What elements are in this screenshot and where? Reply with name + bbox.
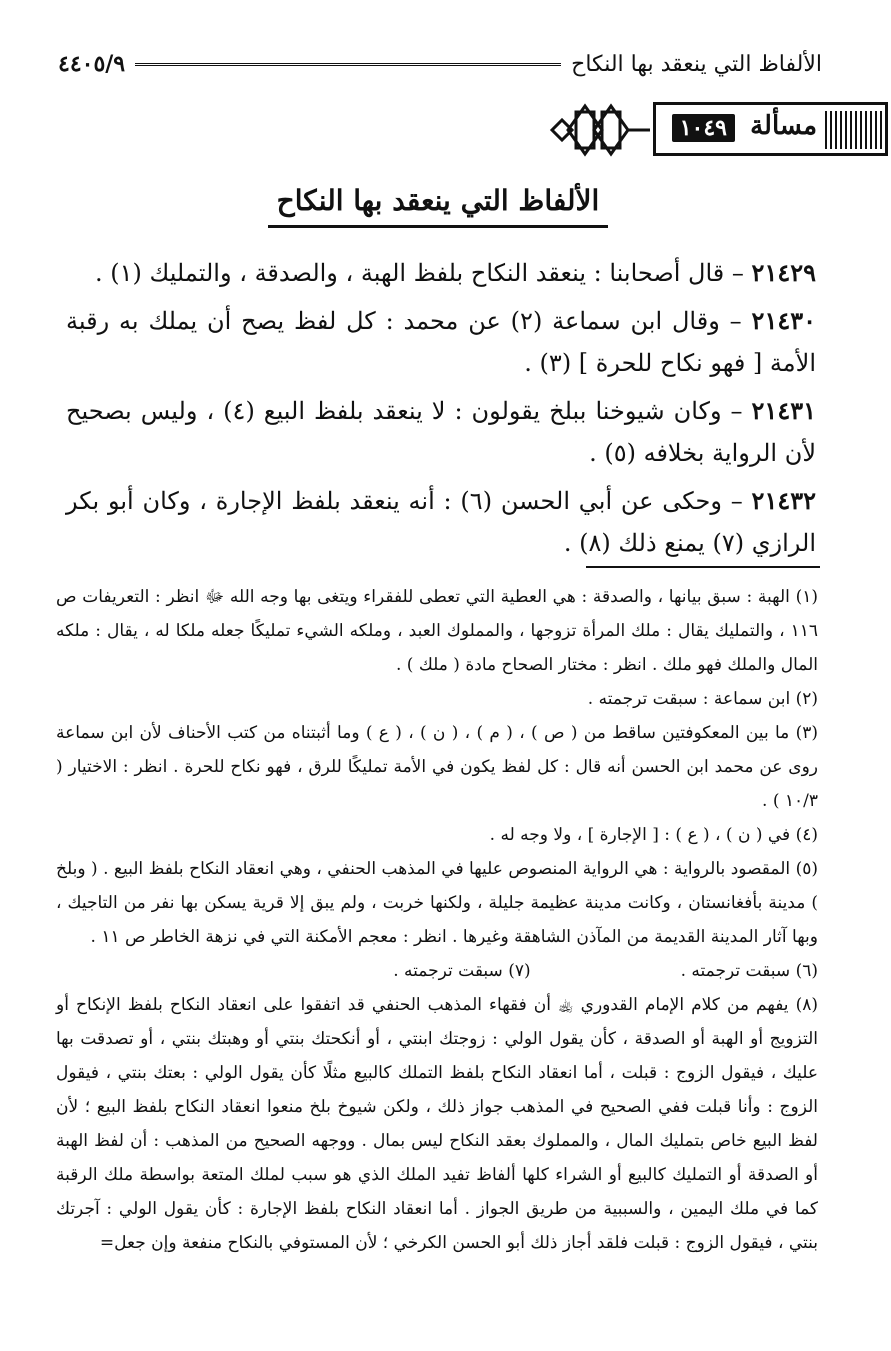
- paragraph: [66, 480, 816, 564]
- paragraph-number: ٢١٤٢٩: [751, 258, 816, 287]
- paragraph: [66, 300, 816, 384]
- issue-number: ١٠٤٩: [672, 114, 735, 142]
- paragraph-text: – وحكى عن أبي الحسن (٦) : أنه ينعقد بلفظ الإجارة ، وكان أبو بكر الرازي (٧) يمنع ذلك (٨) .: [66, 487, 816, 557]
- footnote-4: (٤) في ( ن ) ، ( ع ) : [ الإجارة ] ، ولا وجه له .: [489, 825, 818, 845]
- paragraph: [66, 252, 816, 294]
- footnote-7: (٧) سبقت ترجمته .: [393, 961, 531, 981]
- footnotes: [56, 580, 818, 1260]
- issue-banner: [548, 102, 888, 158]
- paragraph-number: ٢١٤٣٠: [751, 306, 816, 335]
- footnote-1: (١) الهبة : سبق بيانها ، والصدقة : هي العطية التي تعطى للفقراء ويتغى بها وجه الله ﷻ انظر : التعريفات ص ١١٦ ، والتمليك يقال : ملك المرأة تزوجها ، والمملوك العبد ، وملكه الشيء تمليكًا جعله ملكا له ، يقال : ملكه المال والملك فهو ملك . انظر : مختار الصحاح مادة ( ملك ) .: [56, 587, 818, 675]
- section-title: الألفاظ التي ينعقد بها النكاح: [268, 184, 608, 228]
- running-header-title: الألفاظ التي ينعقد بها النكاح: [571, 51, 822, 77]
- footnote-5: (٥) المقصود بالرواية : هي الرواية المنصوص عليها في المذهب الحنفي ، وهي انعقاد النكاح بلفظ البيع . ( وبلخ ) مدينة بأفغانستان ، وكانت مدينة عظيمة جليلة ، ولكنها خربت ، ولم يبق إلا قرية يسكن بها نفر من التاجيك ، وبها آثار المدينة القديمة من المآذن الشاهقة وغيرها . انظر : معجم الأمكنة التي في نزهة الخاطر ص ١١ .: [56, 859, 818, 947]
- footnote-6: (٦) سبقت ترجمته .: [680, 961, 818, 981]
- footnote-8: (٨) يفهم من كلام الإمام القدوري ﵀ أن فقهاء المذهب الحنفي قد اتفقوا على انعقاد النكاح بلفظ الإنكاح أو التزويج أو الهبة أو الصدقة ، كأن يقول الولي : زوجتك ابنتي ، أو أنكحتك بنتي أو وهبتك بنتي ، أو تصدقت بها عليك ، فيقول الزوج : قبلت ، أما انعقاد النكاح بلفظ التملك كالبيع مثلًا كأن يقول الولي : بعتك بنتي ، فيقول الزوج : وأنا قبلت ففي الصحيح في المذهب جواز ذلك ، ولكن شيوخ بلخ منعوا انعقاد النكاح بلفظ البيع ؛ لأن لفظ البيع خاص بتمليك المال ، والمملوك بعقد النكاح ليس بمال . ووجهه الصحيح من المذهب : أن لفظ الهبة أو الصدقة أو التمليك كالبيع أو الشراء كلها ألفاظ تفيد الملك الذي هو سبب لملك المتعة بواسطة ملك الرقبة كما في ملك اليمين ، والسببية من طريق الجواز . أما انعقاد النكاح بلفظ الإجارة : كأن يقول الولي : آجرتك بنتي ، فيقول الزوج : قبلت فلقد أجاز ذلك أبو الحسن الكرخي ؛ لأن المستوفي بالنكاح منفعة وإن جعل=: [56, 995, 818, 1253]
- banner-bars-ornament: [825, 111, 885, 149]
- paragraph-text: – قال أصحابنا : ينعقد النكاح بلفظ الهبة ، والصدقة ، والتمليك (١) .: [94, 259, 744, 287]
- paragraph-number: ٢١٤٣٢: [751, 486, 816, 515]
- banner-box: [653, 102, 888, 156]
- paragraph: [66, 390, 816, 474]
- paragraph-number: ٢١٤٣١: [751, 396, 816, 425]
- paragraph-text: – وقال ابن سماعة (٢) عن محمد : كل لفظ يصح أن يملك به رقبة الأمة [ فهو نكاح للحرة ] (٣) .: [66, 307, 816, 377]
- page-reference: ٤٤٠٥/٩: [58, 51, 126, 77]
- star-ornament-icon: [540, 102, 650, 158]
- footnote-2: (٢) ابن سماعة : سبقت ترجمته .: [587, 689, 818, 709]
- running-header: [58, 44, 822, 84]
- header-rule: [135, 63, 561, 66]
- paragraph-text: – وكان شيوخنا ببلخ يقولون : لا ينعقد بلفظ البيع (٤) ، وليس بصحيح لأن الرواية بخلافه (٥) .: [66, 397, 816, 467]
- main-text: [66, 252, 816, 570]
- issue-label: مسألة: [750, 111, 817, 141]
- footnote-row: [56, 954, 818, 988]
- footnote-3: (٣) ما بين المعكوفتين ساقط من ( ص ) ، ( م ) ، ( ن ) ، ( ع ) وما أثبتناه من كتب الأحناف لأن ابن سماعة روى عن محمد ابن الحسن أنه قال : كل لفظ يكون في الأمة تمليكًا للرق ، فهو نكاح للحرة . انظر : الاختيار ( ١٠/٣ ) .: [56, 723, 818, 811]
- footnote-separator: [586, 566, 820, 568]
